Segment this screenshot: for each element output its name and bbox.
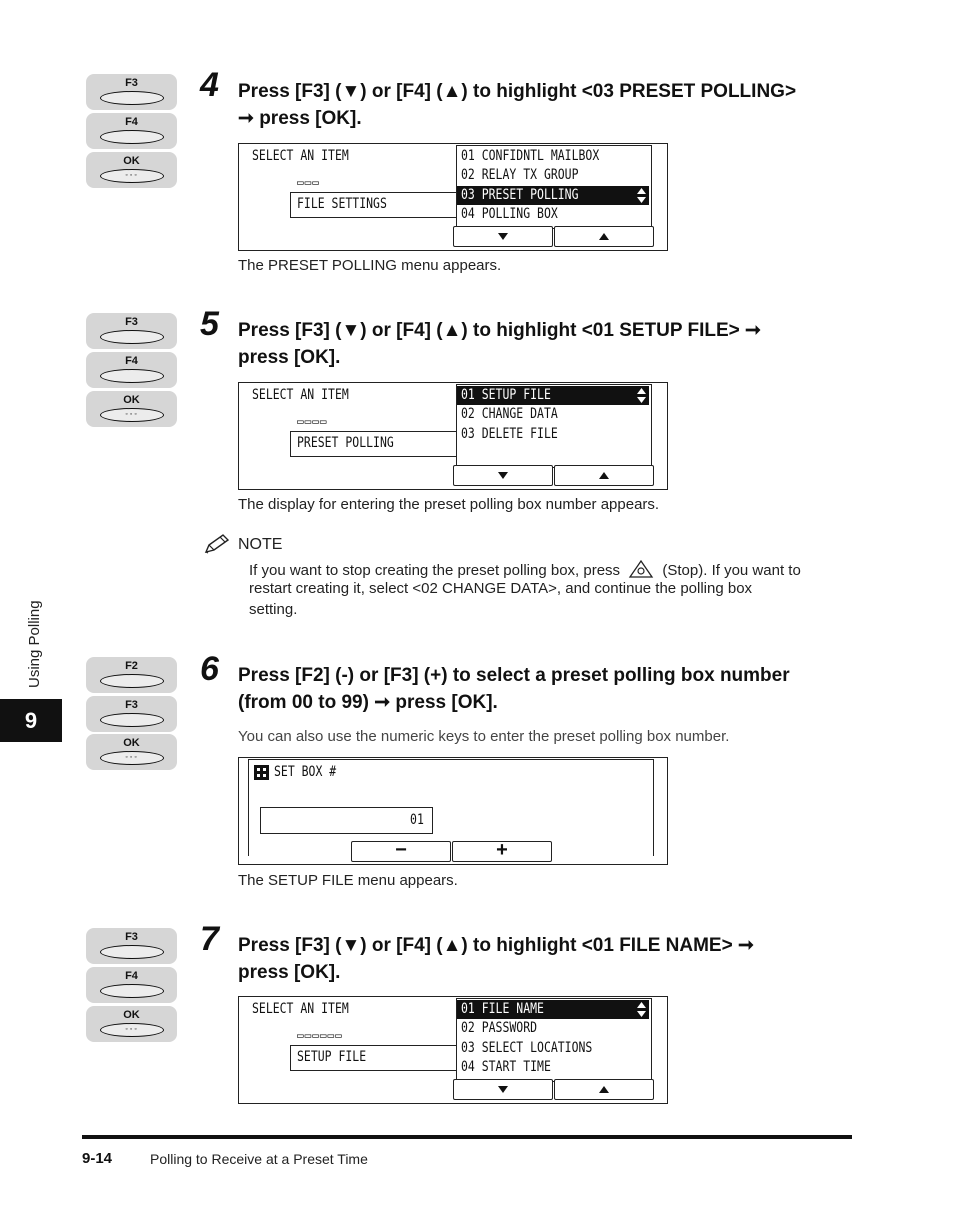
ok-dots: ◦◦◦ (125, 411, 139, 418)
key-oval (100, 130, 164, 144)
key-label: F4 (125, 116, 138, 128)
step-title (238, 78, 853, 132)
list-item-label: 03 SELECT LOCATIONS (461, 1040, 593, 1056)
key-label: OK (123, 1009, 140, 1021)
list-item[interactable] (457, 1019, 649, 1038)
ok-dots: ◦◦◦ (125, 1026, 139, 1033)
step-title (238, 662, 853, 716)
list-item-selected[interactable] (457, 386, 649, 405)
up-button[interactable] (554, 226, 654, 247)
key-oval (100, 1023, 164, 1037)
note-line: restart creating it, select <02 CHANGE DATA>, and continue the polling box (249, 580, 753, 597)
plus-label: + (496, 839, 508, 861)
step-caption: The SETUP FILE menu appears. (238, 872, 458, 889)
lcd-screen (238, 143, 668, 251)
field-box (290, 431, 458, 457)
list-item-label: 03 PRESET POLLING (461, 187, 579, 203)
up-arrow-icon (599, 233, 609, 240)
list-item-selected[interactable] (457, 1000, 649, 1019)
breadcrumb: ▭▭▭ (297, 176, 320, 189)
note-text: If you want to stop creating the preset polling box, press (249, 562, 621, 579)
step-number: 6 (200, 650, 219, 688)
note-heading: NOTE (238, 536, 283, 553)
note-line: setting. (249, 601, 298, 618)
up-button[interactable] (554, 1079, 654, 1100)
list-item[interactable] (457, 405, 649, 424)
box-number-input[interactable] (260, 807, 433, 834)
list-item-label: 02 RELAY TX GROUP (461, 167, 579, 183)
up-arrow-icon (599, 472, 609, 479)
list-item-label: 01 CONFIDNTL MAILBOX (461, 148, 600, 164)
list-item-label: 01 SETUP FILE (461, 387, 551, 403)
footer-rule (82, 1135, 852, 1139)
key-label: F4 (125, 970, 138, 982)
lcd-screen (238, 757, 668, 865)
step-title-line: Press [F2] (-) or [F3] (+) to select a preset polling box number (238, 665, 790, 686)
f3-key[interactable] (86, 313, 177, 349)
key-oval (100, 674, 164, 688)
key-label: F4 (125, 355, 138, 367)
f2-key[interactable] (86, 657, 177, 693)
step-number: 5 (200, 305, 219, 343)
screen-header: SELECT AN ITEM (252, 387, 349, 403)
minus-button[interactable] (351, 841, 451, 862)
step-caption: The PRESET POLLING menu appears. (238, 257, 502, 274)
scroll-updown-icon (637, 388, 646, 403)
menu-list (456, 998, 652, 1082)
minus-label: − (395, 839, 407, 861)
f4-key[interactable] (86, 967, 177, 1003)
box-number-icon (254, 765, 269, 780)
step-title-line: ➞ press [OK]. (238, 108, 362, 129)
box-number-value: 01 (410, 812, 424, 828)
screen-header: SELECT AN ITEM (252, 148, 349, 164)
chapter-tab: 9 (0, 699, 62, 742)
key-oval (100, 330, 164, 344)
f4-key[interactable] (86, 352, 177, 388)
f3-key[interactable] (86, 928, 177, 964)
field-label: FILE SETTINGS (297, 196, 387, 212)
list-item-label: 02 PASSWORD (461, 1020, 538, 1036)
list-item-label: 04 START TIME (461, 1059, 551, 1075)
down-arrow-icon (498, 1086, 508, 1093)
key-label: OK (123, 155, 140, 167)
lcd-screen (238, 996, 668, 1104)
key-label: F2 (125, 660, 138, 672)
down-button[interactable] (453, 226, 553, 247)
step-title-line: Press [F3] (▼) or [F4] (▲) to highlight <03 PRESET POLLING> (238, 81, 797, 102)
up-arrow-icon (599, 1086, 609, 1093)
step-title (238, 932, 853, 986)
menu-list (456, 384, 652, 468)
ok-dots: ◦◦◦ (125, 172, 139, 179)
page-number: 9-14 (82, 1150, 113, 1167)
ok-key[interactable] (86, 734, 177, 770)
note-line (249, 559, 801, 579)
ok-key[interactable] (86, 1006, 177, 1042)
list-item-label: 01 FILE NAME (461, 1001, 544, 1017)
key-oval (100, 984, 164, 998)
list-item[interactable] (457, 425, 649, 444)
key-oval (100, 713, 164, 727)
key-label: OK (123, 394, 140, 406)
up-button[interactable] (554, 465, 654, 486)
down-arrow-icon (498, 472, 508, 479)
field-label: SETUP FILE (297, 1049, 367, 1065)
step-title-line: press [OK]. (238, 962, 341, 983)
list-item[interactable] (457, 1039, 649, 1058)
key-label: F3 (125, 931, 138, 943)
key-label: F3 (125, 316, 138, 328)
ok-dots: ◦◦◦ (125, 754, 139, 761)
list-item[interactable] (457, 147, 649, 166)
screen-header: SET BOX # (274, 764, 337, 780)
step-title (238, 317, 853, 371)
key-oval (100, 408, 164, 422)
list-item-label: 04 POLLING BOX (461, 206, 558, 222)
key-label: F3 (125, 699, 138, 711)
f4-key[interactable] (86, 113, 177, 149)
chapter-side-label: Using Polling (26, 600, 43, 688)
breadcrumb: ▭▭▭▭▭▭ (297, 1029, 343, 1042)
step-title-line: press [OK]. (238, 347, 341, 368)
step-title-line: (from 00 to 99) ➞ press [OK]. (238, 692, 498, 713)
plus-button[interactable] (452, 841, 552, 862)
ok-key[interactable] (86, 152, 177, 188)
down-arrow-icon (498, 233, 508, 240)
step-number: 4 (200, 66, 219, 104)
down-button[interactable] (453, 465, 553, 486)
key-oval (100, 945, 164, 959)
step-title-line: Press [F3] (▼) or [F4] (▲) to highlight <01 SETUP FILE> ➞ (238, 320, 761, 341)
list-item-selected[interactable] (457, 186, 649, 205)
key-label: OK (123, 737, 140, 749)
pencil-note-icon (203, 533, 231, 555)
field-box (290, 192, 458, 218)
scroll-updown-icon (637, 1002, 646, 1017)
key-label: F3 (125, 77, 138, 89)
down-button[interactable] (453, 1079, 553, 1100)
note-text: (Stop). If you want to (662, 562, 801, 579)
field-box (290, 1045, 458, 1071)
list-item-label: 02 CHANGE DATA (461, 406, 558, 422)
screen-header: SELECT AN ITEM (252, 1001, 349, 1017)
scroll-updown-icon (637, 188, 646, 203)
step-subtext: You can also use the numeric keys to enter the preset polling box number. (238, 728, 730, 745)
key-oval (100, 91, 164, 105)
field-label: PRESET POLLING (297, 435, 394, 451)
stop-key-icon (628, 559, 654, 579)
step-caption: The display for entering the preset polling box number appears. (238, 496, 660, 513)
list-item-label: 03 DELETE FILE (461, 426, 558, 442)
key-oval (100, 369, 164, 383)
f3-key[interactable] (86, 696, 177, 732)
key-oval (100, 169, 164, 183)
list-item[interactable] (457, 205, 649, 224)
footer-title: Polling to Receive at a Preset Time (150, 1151, 368, 1167)
list-item[interactable] (457, 1058, 649, 1077)
list-item[interactable] (457, 166, 649, 185)
f3-key[interactable] (86, 74, 177, 110)
step-title-line: Press [F3] (▼) or [F4] (▲) to highlight <01 FILE NAME> ➞ (238, 935, 754, 956)
ok-key[interactable] (86, 391, 177, 427)
menu-list (456, 145, 652, 229)
key-oval (100, 751, 164, 765)
step-number: 7 (200, 920, 219, 958)
breadcrumb: ▭▭▭▭ (297, 415, 328, 428)
lcd-screen (238, 382, 668, 490)
